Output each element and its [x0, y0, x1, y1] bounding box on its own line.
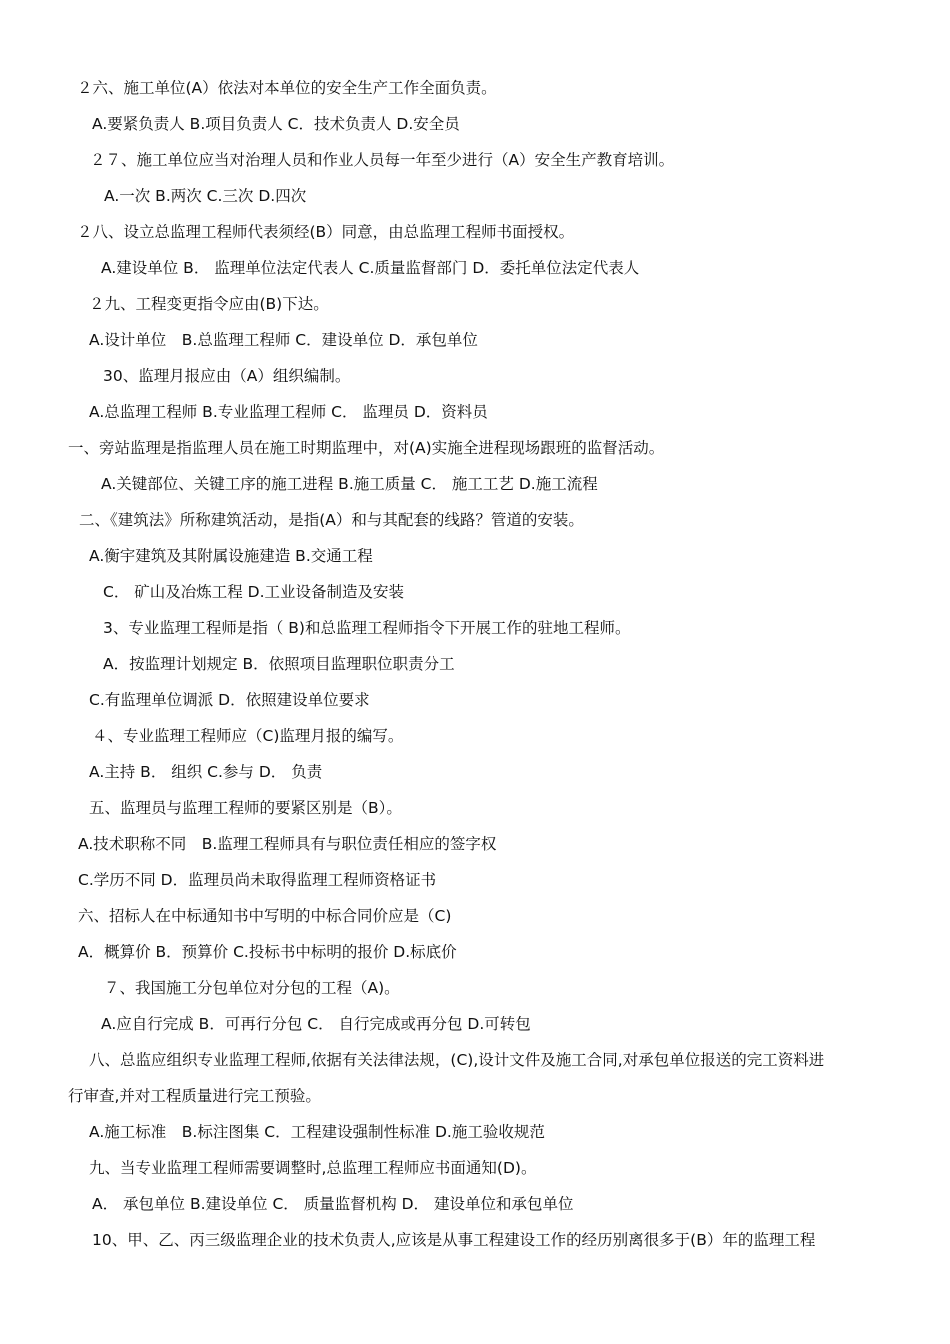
question-27-options: A.一次 B.两次 C.三次 D.四次 — [104, 187, 307, 205]
question-5-options-a: A.技术职称不同 B.监理工程师具有与职位责任相应的签字权 — [78, 835, 497, 853]
question-28: ２八、设立总监理工程师代表须经(B）同意，由总监理工程师书面授权。 — [77, 223, 575, 241]
question-3-options-a: A．按监理计划规定 B．依照项目监理职位职责分工 — [103, 655, 455, 673]
question-30-options: A.总监理工程师 B.专业监理工程师 C． 监理员 D．资料员 — [89, 403, 488, 421]
question-10: 10、甲、乙、丙三级监理企业的技术负责人,应该是从事工程建设工作的经历别离很多于(B）年的监理工程 — [92, 1231, 816, 1249]
question-9: 九、当专业监理工程师需要调整时,总监理工程师应书面通知(D)。 — [89, 1159, 537, 1177]
question-8: 八、总监应组织专业监理工程师,依据有关法律法规，(C),设计文件及施工合同,对承包单位报送的完工资料进 — [89, 1051, 825, 1069]
question-7: ７、我国施工分包单位对分包的工程（A)。 — [104, 979, 400, 997]
question-6: 六、招标人在中标通知书中写明的中标合同价应是（C) — [78, 907, 452, 925]
question-27: ２７、施工单位应当对治理人员和作业人员每一年至少进行（A）安全生产教育培训。 — [90, 151, 675, 169]
question-2-options-b: C． 矿山及冶炼工程 D.工业设备制造及安装 — [103, 583, 405, 601]
question-6-options: A．概算价 B．预算价 C.投标书中标明的报价 D.标底价 — [78, 943, 457, 961]
question-7-options: A.应自行完成 B．可再行分包 C． 自行完成或再分包 D.可转包 — [101, 1015, 531, 1033]
question-4-options: A.主持 B． 组织 C.参与 D． 负责 — [89, 763, 323, 781]
question-29-options: A.设计单位 B.总监理工程师 C．建设单位 D．承包单位 — [89, 331, 478, 349]
question-1: 一、旁站监理是指监理人员在施工时期监理中，对(A)实施全进程现场跟班的监督活动。 — [68, 439, 665, 457]
question-2: 二、《建筑法》所称建筑活动，是指(A）和与其配套的线路？管道的安装。 — [79, 511, 584, 529]
question-30: 30、监理月报应由（A）组织编制。 — [103, 367, 351, 385]
question-8-options: A.施工标准 B.标注图集 C．工程建设强制性标准 D.施工验收规范 — [89, 1123, 545, 1141]
question-3: 3、专业监理工程师是指（ B)和总监理工程师指令下开展工作的驻地工程师。 — [103, 619, 631, 637]
question-5: 五、监理员与监理工程师的要紧区别是（B）。 — [89, 799, 402, 817]
question-2-options-a: A.衡宇建筑及其附属设施建造 B.交通工程 — [89, 547, 373, 565]
question-29: ２九、工程变更指令应由(B)下达。 — [89, 295, 329, 313]
question-28-options: A.建设单位 B． 监理单位法定代表人 C.质量监督部门 D．委托单位法定代表人 — [101, 259, 640, 277]
question-9-options: A． 承包单位 B.建设单位 C． 质量监督机构 D． 建设单位和承包单位 — [92, 1195, 574, 1213]
question-1-options: A.关键部位、关键工序的施工进程 B.施工质量 C． 施工工艺 D.施工流程 — [101, 475, 598, 493]
question-26: ２六、施工单位(A）依法对本单位的安全生产工作全面负责。 — [77, 79, 497, 97]
question-3-options-b: C.有监理单位调派 D．依照建设单位要求 — [89, 691, 370, 709]
question-5-options-b: C.学历不同 D．监理员尚未取得监理工程师资格证书 — [78, 871, 437, 889]
question-4: ４、专业监理工程师应（C)监理月报的编写。 — [92, 727, 404, 745]
question-26-options: A.要紧负责人 B.项目负责人 C．技术负责人 D.安全员 — [92, 115, 460, 133]
question-8-continued: 行审查,并对工程质量进行完工预验。 — [68, 1087, 321, 1105]
